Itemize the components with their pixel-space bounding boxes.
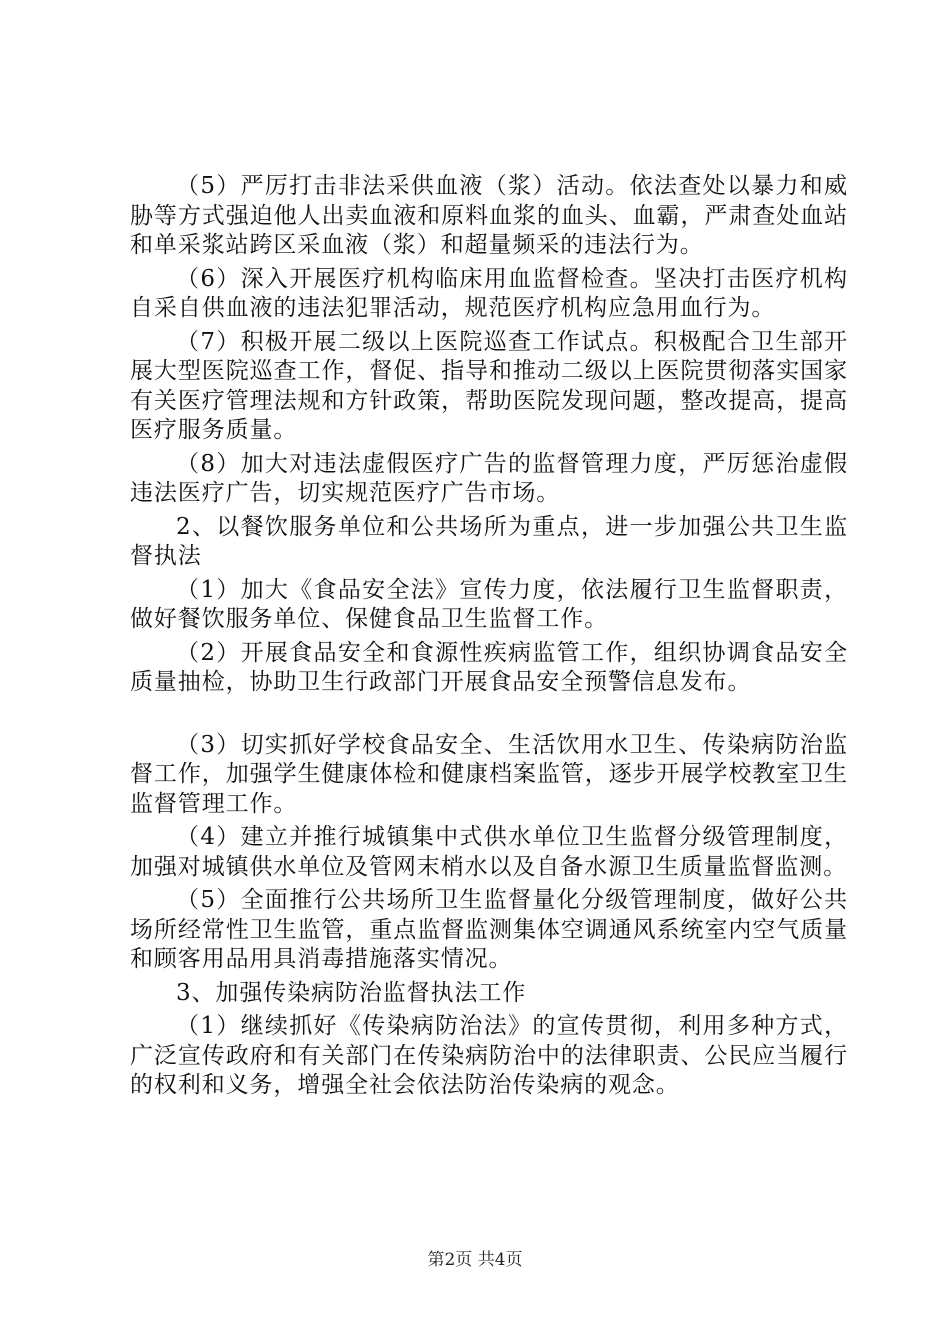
paragraph-blood-collection: （5）严厉打击非法采供血液（浆）活动。依法查处以暴力和威胁等方式强迫他人出卖血液和原料血浆的血头、血霸，严肃查处血站和单采浆站跨区采血液（浆）和超量频采的违法行为。 (130, 173, 848, 258)
section-heading-infectious-disease: 3、加强传染病防治监督执法工作 (176, 979, 527, 1006)
paragraph-clinical-blood: （6）深入开展医疗机构临床用血监督检查。坚决打击医疗机构自采自供血液的违法犯罪活动，规范医疗机构应急用血行为。 (130, 265, 848, 321)
section-heading-public-health: 2、以餐饮服务单位和公共场所为重点，进一步加强公共卫生监督执法 (130, 513, 848, 569)
paragraph-infectious-disease-law: （1）继续抓好《传染病防治法》的宣传贯彻，利用多种方式，广泛宣传政府和有关部门在传染病防治中的法律职责、公民应当履行的权利和义务，增强全社会依法防治传染病的观念。 (130, 1013, 848, 1098)
paragraph-medical-ads: （8）加大对违法虚假医疗广告的监督管理力度，严厉惩治虚假违法医疗广告，切实规范医疗广告市场。 (130, 450, 848, 506)
paragraph-water-supply: （4）建立并推行城镇集中式供水单位卫生监督分级管理制度，加强对城镇供水单位及管网末梢水以及自备水源卫生质量监督监测。 (130, 824, 848, 880)
paragraph-public-places: （5）全面推行公共场所卫生监督量化分级管理制度，做好公共场所经常性卫生监管，重点监督监测集体空调通风系统室内空气质量和顾客用品用具消毒措施落实情况。 (130, 887, 848, 972)
paragraph-food-safety-law: （1）加大《食品安全法》宣传力度，依法履行卫生监督职责，做好餐饮服务单位、保健食品卫生监督工作。 (130, 576, 848, 632)
paragraph-foodborne-disease: （2）开展食品安全和食源性疾病监管工作，组织协调食品安全质量抽检，协助卫生行政部门开展食品安全预警信息发布。 (130, 639, 848, 695)
paragraph-school-hygiene: （3）切实抓好学校食品安全、生活饮用水卫生、传染病防治监督工作，加强学生健康体检和健康档案监管，逐步开展学校教室卫生监督管理工作。 (130, 731, 848, 817)
document-body (130, 172, 848, 1105)
paragraph-hospital-inspection: （7）积极开展二级以上医院巡查工作试点。积极配合卫生部开展大型医院巡查工作，督促、指导和推动二级以上医院贯彻落实国家有关医疗管理法规和方针政策，帮助医院发现问题，整改提高，提高医疗服务质量。 (130, 328, 848, 443)
page-number-footer: 第2页 共4页 (427, 1250, 523, 1270)
